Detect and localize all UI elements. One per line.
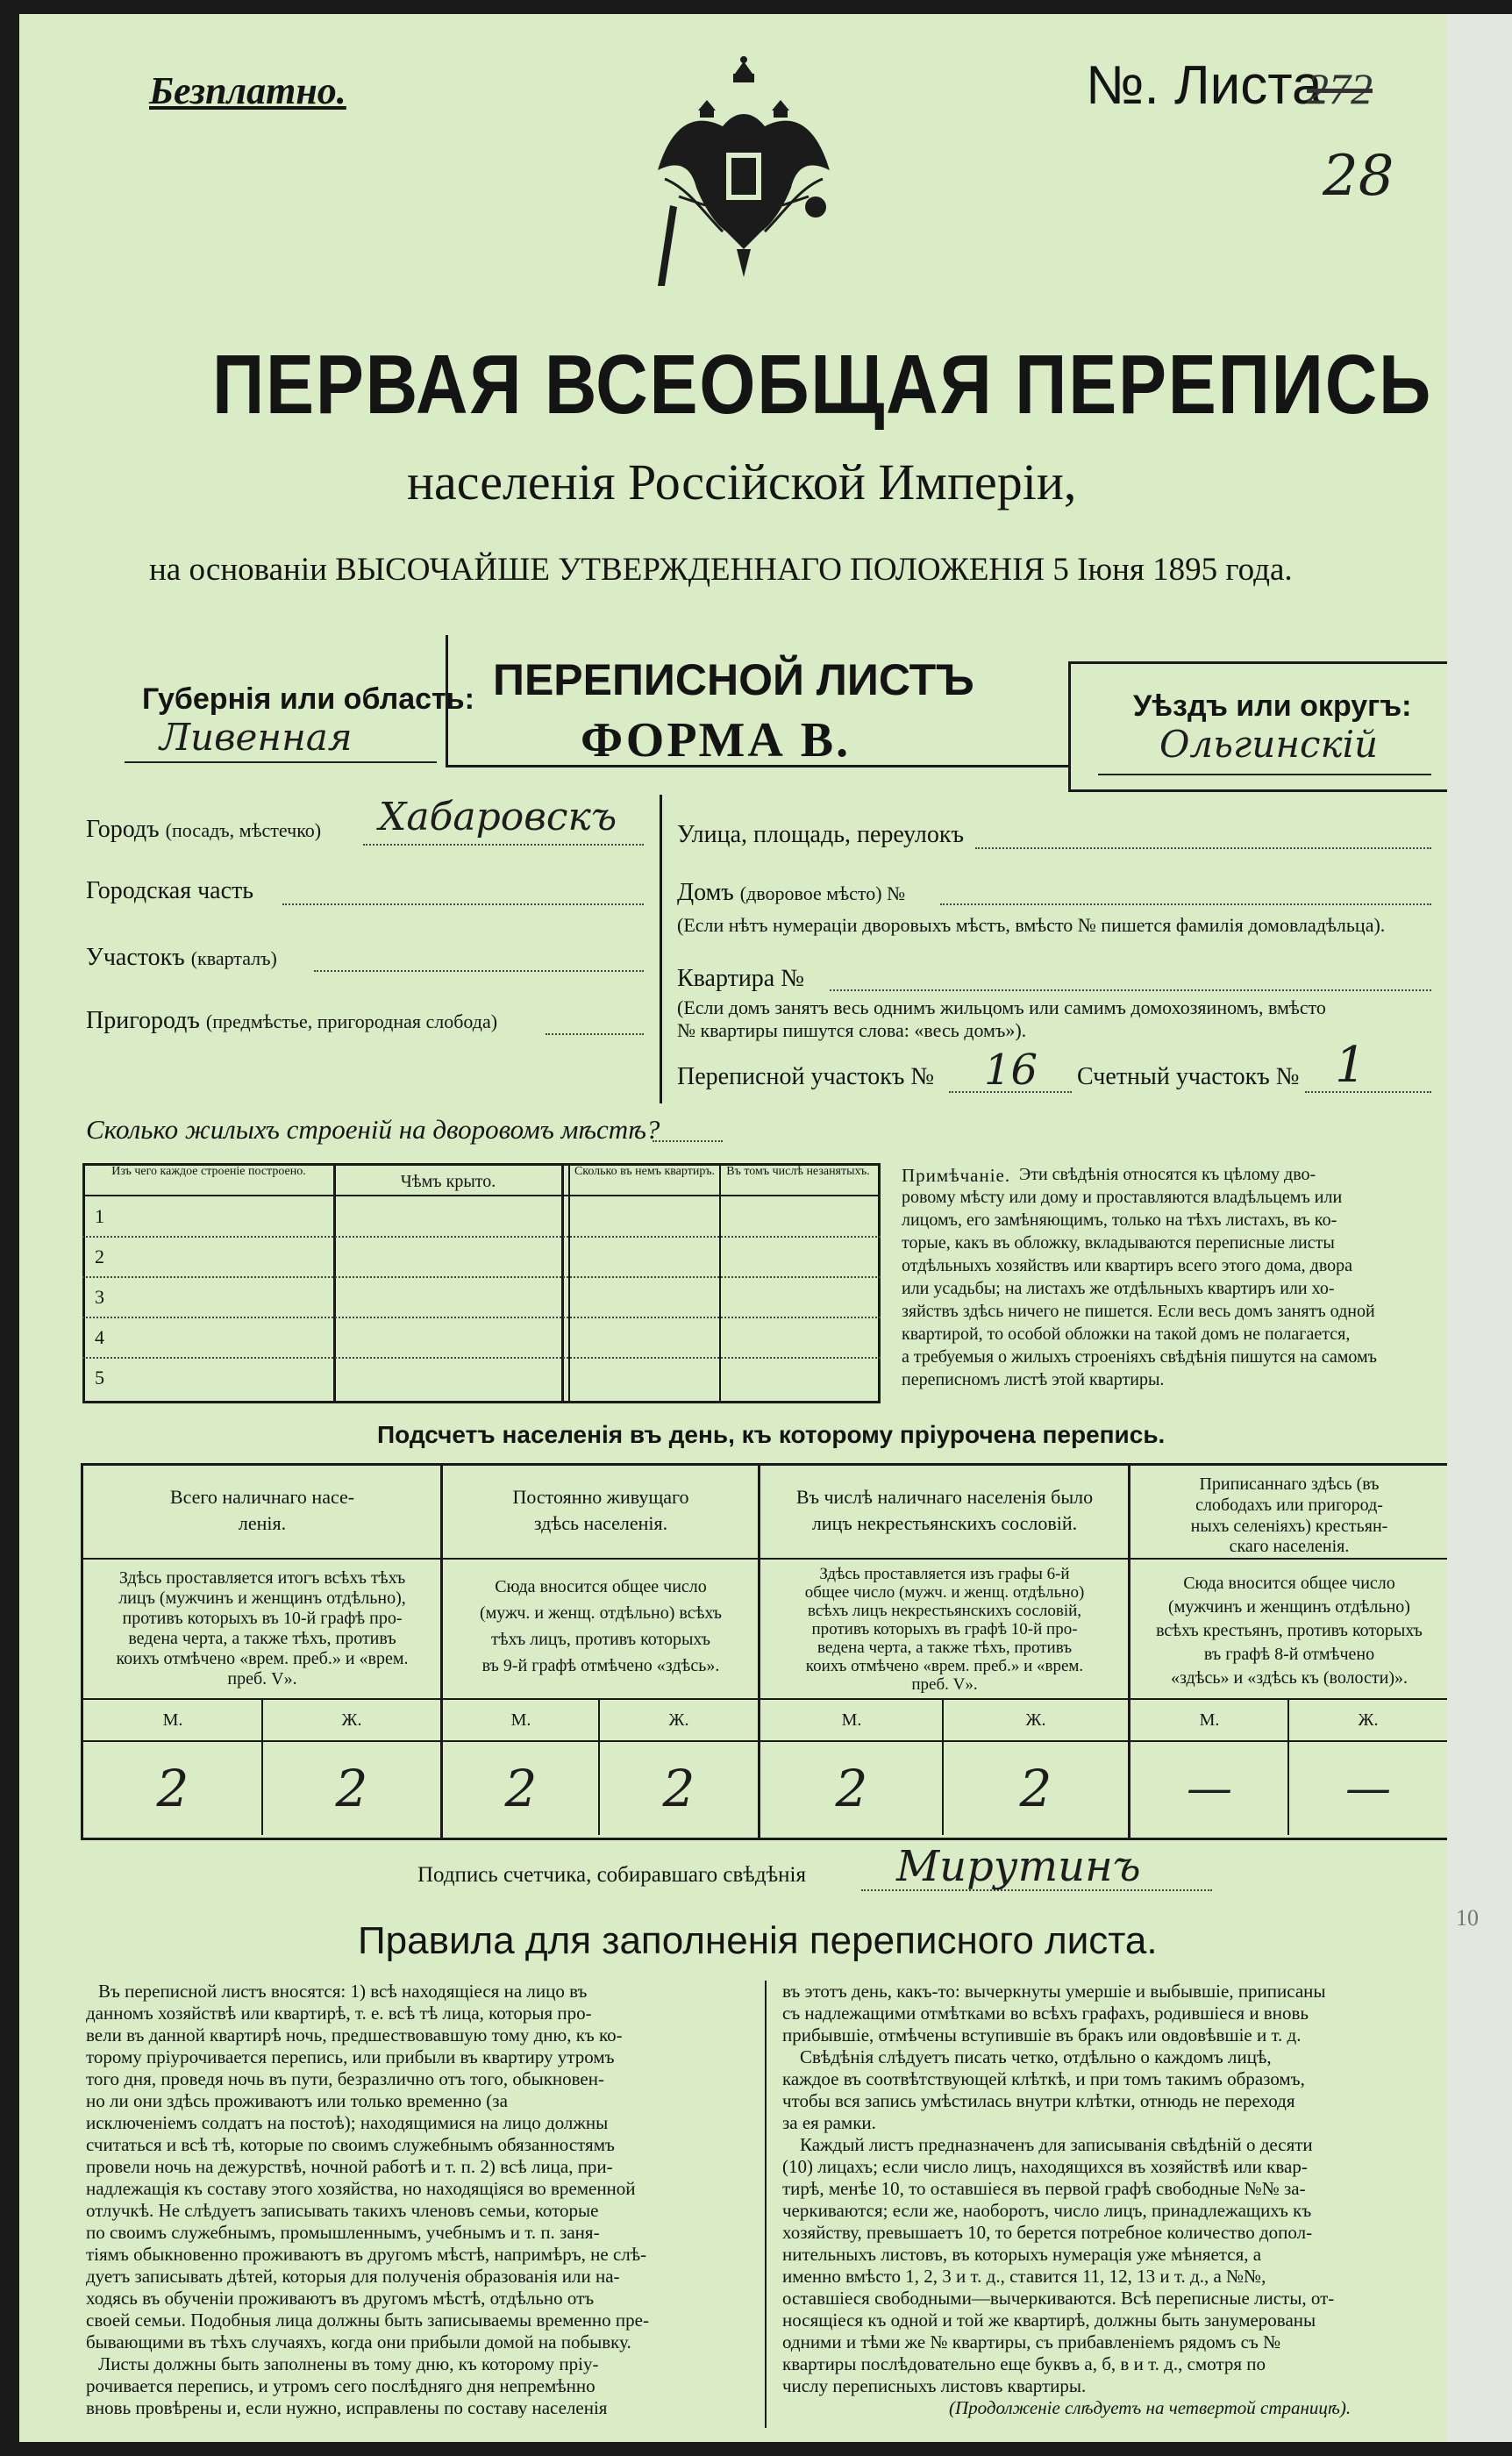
suburb-label: Пригородъ (предмѣстье, пригородная слобода) xyxy=(86,1007,498,1034)
city-label: Городъ (посадъ, мѣстечко) xyxy=(86,816,322,843)
rules-right-12: хозяйству, превышаетъ 10, то берется потребное количество допол- xyxy=(782,2222,1313,2243)
rules-right-13: нительныхъ листовъ, въ которыхъ нумерація уже мѣняется, а xyxy=(782,2244,1262,2265)
pop-col1-m-label: М. xyxy=(162,1710,183,1730)
pop-col3-body-6: коихъ отмѣчено «врем. преб.» и «врем. xyxy=(805,1657,1084,1675)
rules-right-15: оставшіеся свободными—вычеркиваются. Всѣ переписные листы, от- xyxy=(782,2288,1335,2309)
street-label: Улица, площадь, переулокъ xyxy=(677,821,964,848)
pop-col1-head-1: Всего наличнаго насе- xyxy=(169,1486,355,1508)
note-line-1: Эти свѣдѣнія относятся къ цѣлому дво- xyxy=(1019,1165,1316,1184)
pop-col3-male: 2 xyxy=(835,1759,868,1818)
rules-left-10: надлежащія къ составу этого хозяйства, но находящіяся во временной xyxy=(86,2178,636,2199)
pop-col1-body-3: противъ которыхъ въ 10-й графѣ про- xyxy=(122,1609,403,1628)
sheet-number-label: №. Листа xyxy=(1086,55,1323,116)
pop-col3-head-1: Въ числѣ наличнаго населенія было xyxy=(795,1486,1094,1508)
buildings-header-roof: Чѣмъ крыто. xyxy=(400,1172,496,1191)
signature-label: Подпись счетчика, собиравшаго свѣдѣнія xyxy=(417,1863,806,1887)
rules-left-8: считаться и всѣ тѣ, которые по своимъ служебнымъ обязанностямъ xyxy=(86,2134,615,2155)
rules-right-1: въ этотъ день, какъ-то: вычеркнуты умершіе и выбывшіе, приписаны xyxy=(782,1981,1326,2002)
rules-right-2: съ надлежащими отмѣтками во всѣхъ графахъ, родившіеся и вновь xyxy=(782,2003,1309,2024)
form-name: ФОРМА В. xyxy=(581,713,852,768)
rules-right-7: за ея рамки. xyxy=(782,2112,876,2133)
pop-col1-male: 2 xyxy=(156,1759,189,1818)
rules-right-5: каждое въ соотвѣтствующей клѣткѣ, и при томъ такимъ образомъ, xyxy=(782,2068,1305,2089)
pop-col1-female: 2 xyxy=(335,1759,368,1818)
page-title: ПЕРВАЯ ВСЕОБЩАЯ ПЕРЕПИСЬ xyxy=(212,338,1433,432)
pop-col4-body-5: «здѣсь» и «здѣсь къ (волости)». xyxy=(1170,1668,1409,1688)
rules-left-9: провели ночь на дежурствѣ, ночной работѣ и т. п. 2) всѣ лица, при- xyxy=(86,2156,613,2177)
rules-left-20: вновь провѣрены и, если нужно, исправлены по составу населенія xyxy=(86,2397,608,2418)
rules-right-4: Свѣдѣнія слѣдуетъ писать четко, отдѣльно о каждомъ лицѣ, xyxy=(800,2046,1272,2067)
pop-col1-f-label: Ж. xyxy=(341,1710,362,1730)
census-sheet xyxy=(19,14,1447,2442)
rules-right-20: (Продолженіе слѣдуетъ на четвертой страницѣ). xyxy=(949,2397,1352,2418)
district-label: Уѣздъ или округъ: xyxy=(1133,689,1412,723)
rules-left-19: рочивается перепись, и утромъ сего послѣдняго дня непремѣнно xyxy=(86,2375,596,2396)
signature-value: Мирутинъ xyxy=(896,1842,1141,1891)
pop-col2-m-label: М. xyxy=(510,1710,531,1730)
pop-col3-f-label: Ж. xyxy=(1025,1710,1046,1730)
apartment-hint-2: № квартиры пишутся слова: «весь домъ»). xyxy=(677,1019,1027,1041)
building-row-3: 3 xyxy=(95,1286,104,1308)
rules-right-9: (10) лицахъ; если число лицъ, находящихся въ хозяйствѣ или квар- xyxy=(782,2156,1308,2177)
basis-line: на основаніи ВЫСОЧАЙШЕ УТВЕРЖДЕННАГО ПОЛОЖЕНІЯ 5 Іюня 1895 года. xyxy=(149,552,1293,588)
pop-col2-head-2: здѣсь населенія. xyxy=(533,1512,668,1534)
form-title: ПЕРЕПИСНОЙ ЛИСТЪ xyxy=(493,655,974,704)
buildings-header-apartments: Сколько въ немъ квартиръ. xyxy=(574,1165,716,1178)
apartment-hint-1: (Если домъ занятъ весь однимъ жильцомъ или самимъ домохозяиномъ, вмѣсто xyxy=(677,996,1326,1018)
rules-left-1: Въ переписной листъ вносятся: 1) всѣ находящіеся на лицо въ xyxy=(98,1981,588,2002)
rules-right-11: черкиваются; если же, наоборотъ, число лицъ, принадлежащихъ къ xyxy=(782,2200,1312,2221)
pop-col2-male: 2 xyxy=(504,1759,538,1818)
pop-col1-body-4: ведена черта, а также тѣхъ, противъ xyxy=(128,1629,396,1648)
note-line-8: квартирой, то особой обложки на такой домъ не полагается, xyxy=(902,1324,1351,1344)
rules-left-16: своей семьи. Подобныя лица должны быть записываемы временно пре- xyxy=(86,2310,649,2331)
sheet-number-struck: 272 xyxy=(1307,64,1373,113)
building-row-5: 5 xyxy=(95,1367,104,1389)
pop-col3-m-label: М. xyxy=(841,1710,862,1730)
rules-left-6: но ли они здѣсь проживаютъ или только временно (за xyxy=(86,2090,508,2111)
pop-col4-head-2: слободахъ или пригород- xyxy=(1195,1496,1383,1515)
pop-col4-head-4: скаго населенія. xyxy=(1229,1537,1350,1556)
pop-col3-body-5: ведена черта, а также тѣхъ, противъ xyxy=(817,1639,1073,1657)
sheet-number-handwritten: 28 xyxy=(1323,144,1394,209)
pop-col1-body-1: Здѣсь проставляется итогъ всѣхъ тѣхъ xyxy=(118,1568,406,1588)
pop-col2-f-label: Ж. xyxy=(668,1710,689,1730)
rules-right-8: Каждый листъ предназначенъ для записыванія свѣдѣній о десяти xyxy=(800,2134,1313,2155)
pop-col4-body-1: Сюда вносится общее число xyxy=(1183,1574,1395,1593)
pop-col2-female: 2 xyxy=(662,1759,695,1818)
rules-right-14: именно вмѣсто 1, 2, 3 и т. д., ставится 11, 12, 13 и т. д., а №№, xyxy=(782,2266,1266,2287)
city-part-label: Городская часть xyxy=(86,877,254,904)
note-line-3: лицомъ, его замѣняющимъ, только на тѣхъ листахъ, въ ко- xyxy=(902,1210,1337,1230)
pop-col1-body-2: лицъ (мужчинъ и женщинъ отдѣльно), xyxy=(118,1589,406,1608)
page-subtitle: населенія Россійской Имперіи, xyxy=(407,453,1077,510)
pop-col3-body-4: противъ которыхъ въ графѣ 10-й про- xyxy=(811,1620,1078,1639)
rules-right-3: прибывшіе, отмѣчены вступившіе въ бракъ или овдовѣвшіе и т. д. xyxy=(782,2024,1302,2045)
pop-col2-body-4: въ 9-й графѣ отмѣчено «здѣсь». xyxy=(481,1656,720,1675)
pop-col4-male: — xyxy=(1187,1762,1232,1815)
count-area-label: Счетный участокъ № xyxy=(1077,1063,1300,1090)
rules-left-5: того дня, проведя ночь въ пути, безразлично отъ того, обыкновен- xyxy=(86,2068,604,2089)
city-value: Хабаровскъ xyxy=(379,795,617,839)
rules-left-17: бывающими въ тѣхъ случаяхъ, когда они прибыли домой на побывку. xyxy=(86,2331,631,2352)
buildings-question: Сколько жилыхъ строеній на дворовомъ мѣстѣ? xyxy=(86,1114,660,1145)
rules-left-4: торому пріурочивается перепись, или прибыли въ квартиру утромъ xyxy=(86,2046,615,2067)
note-line-6: или усадьбы; на листахъ же отдѣльныхъ квартиръ или хо- xyxy=(902,1279,1335,1298)
rules-left-12: по своимъ служебнымъ, промышленнымъ, учебнымъ и т. п. заня- xyxy=(86,2222,600,2243)
province-label: Губернія или область: xyxy=(142,682,474,716)
pop-col4-female: — xyxy=(1345,1762,1391,1815)
pop-col2-body-3: тѣхъ лицъ, противъ которыхъ xyxy=(490,1630,710,1649)
pop-col1-body-6: преб. V». xyxy=(227,1669,297,1688)
buildings-header-vacant: Въ томъ числѣ незанятыхъ. xyxy=(726,1165,870,1178)
pop-col3-female: 2 xyxy=(1019,1759,1052,1818)
note-line-9: а требуемыя о жилыхъ строеніяхъ свѣдѣнія пишутся на самомъ xyxy=(902,1347,1377,1367)
pop-col4-body-3: всѣхъ крестьянъ, противъ которыхъ xyxy=(1156,1621,1423,1640)
building-row-1: 1 xyxy=(95,1205,104,1227)
pop-col4-body-2: (мужчинъ и женщинъ отдѣльно) xyxy=(1168,1597,1410,1617)
pop-col3-body-2: общее число (мужч. и женщ. отдѣльно) xyxy=(804,1583,1085,1602)
margin-mark: 10 xyxy=(1456,1905,1479,1931)
rules-left-18: Листы должны быть заполнены въ тому дню, къ которому пріу- xyxy=(98,2353,599,2374)
rules-right-18: квартиры послѣдовательно еще буквъ а, б, в и т. д., смотря по xyxy=(782,2353,1266,2374)
building-row-2: 2 xyxy=(95,1246,104,1267)
note-title: Примѣчаніе. xyxy=(902,1165,1011,1186)
rules-right-19: числу переписныхъ листовъ квартиры. xyxy=(782,2375,1087,2396)
buildings-header-material: Изъ чего каждое строеніе построено. xyxy=(111,1165,306,1178)
rules-right-10: тирѣ, менѣе 10, то оставшіеся въ первой графѣ свободные №№ за- xyxy=(782,2178,1306,2199)
note-line-10: переписномъ листѣ этой квартиры. xyxy=(902,1370,1165,1389)
rules-right-16: носящіеся къ одной и той же квартирѣ, должны быть занумерованы xyxy=(782,2310,1316,2331)
free-label: Безплатно. xyxy=(149,69,346,112)
pop-col4-m-label: М. xyxy=(1199,1710,1220,1730)
rules-left-14: дуетъ записывать дѣтей, которыя для полученія образованія или на- xyxy=(86,2266,620,2287)
rules-left-13: тіямъ обыкновенно проживаютъ въ другомъ мѣстѣ, напримѣръ, не слѣ- xyxy=(86,2244,647,2265)
note-line-5: отдѣльныхъ хозяйствъ или квартиръ всего этого дома, двора xyxy=(902,1256,1353,1275)
population-title: Подсчетъ населенія въ день, къ которому пріурочена перепись. xyxy=(377,1421,1166,1448)
rules-right-17: одними и тѣми же № квартиры, съ прибавленіемъ рядомъ съ № xyxy=(782,2331,1281,2352)
imperial-eagle-emblem xyxy=(653,56,835,293)
rules-left-15: ходясь въ обученіи проживаютъ въ другомъ мѣстѣ, отдѣльно отъ xyxy=(86,2288,595,2309)
pop-col3-body-7: преб. V». xyxy=(911,1675,978,1694)
building-row-4: 4 xyxy=(95,1326,104,1348)
district-value: Ольгинскій xyxy=(1159,723,1379,766)
rules-left-11: отлучкѣ. Не слѣдуетъ записывать такихъ членовъ семьи, которые xyxy=(86,2200,599,2221)
pop-col3-body-3: всѣхъ лицъ некрестьянскихъ сословій, xyxy=(807,1602,1082,1620)
pop-col4-head-1: Приписаннаго здѣсь (въ xyxy=(1199,1474,1380,1494)
pop-col3-head-2: лицъ некрестьянскихъ сословій. xyxy=(811,1512,1078,1534)
pop-col4-body-4: въ графѣ 8-й отмѣчено xyxy=(1203,1645,1375,1664)
apartment-label: Квартира № xyxy=(677,965,804,992)
census-area-label: Переписной участокъ № xyxy=(677,1063,935,1090)
pop-col3-body-1: Здѣсь проставляется изъ графы 6-й xyxy=(819,1565,1070,1583)
pop-col2-head-1: Постоянно живущаго xyxy=(512,1486,689,1508)
note-line-7: зяйствъ здѣсь ничего не пишется. Если весь домъ занятъ одной xyxy=(902,1302,1375,1321)
rules-left-7: исключеніемъ солдатъ на постоѣ); находящимися на лицо должны xyxy=(86,2112,609,2133)
rules-title: Правила для заполненія переписного листа. xyxy=(358,1919,1158,1962)
pop-col2-body-2: (мужч. и женщ. отдѣльно) всѣхъ xyxy=(479,1603,723,1623)
pop-col4-f-label: Ж. xyxy=(1358,1710,1379,1730)
pop-col2-body-1: Сюда вносится общее число xyxy=(495,1577,707,1596)
precinct-label: Участокъ (кварталъ) xyxy=(86,944,277,971)
house-label: Домъ (дворовое мѣсто) № xyxy=(677,879,906,906)
census-area-value: 16 xyxy=(984,1046,1038,1095)
province-value: Ливенная xyxy=(160,716,353,759)
note-line-2: ровому мѣсту или дому и проставляются владѣльцемъ или xyxy=(902,1188,1343,1207)
adjacent-page-edge xyxy=(1447,14,1512,2442)
rules-left-2: данномъ хозяйствѣ или квартирѣ, т. е. всѣ тѣ лица, которыя про- xyxy=(86,2003,592,2024)
pop-col4-head-3: ныхъ селеніяхъ) крестьян- xyxy=(1190,1517,1388,1536)
house-hint: (Если нѣтъ нумераціи дворовыхъ мѣстъ, вмѣсто № пишется фамилія домовладѣльца). xyxy=(677,914,1386,936)
pop-col1-body-5: коихъ отмѣчено «врем. преб.» и «врем. xyxy=(116,1649,409,1668)
note-line-4: торые, какъ въ обложку, вкладываются переписные листы xyxy=(902,1233,1335,1253)
rules-left-3: вели въ данной квартирѣ ночь, предшествовавшую тому дню, къ ко- xyxy=(86,2024,623,2045)
pop-col1-head-2: ленія. xyxy=(238,1512,287,1534)
rules-right-6: чтобы вся запись умѣстилась внутри клѣтки, отнюдь не переходя xyxy=(782,2090,1295,2111)
buildings-table xyxy=(82,1163,881,1403)
count-area-value: 1 xyxy=(1335,1037,1366,1094)
